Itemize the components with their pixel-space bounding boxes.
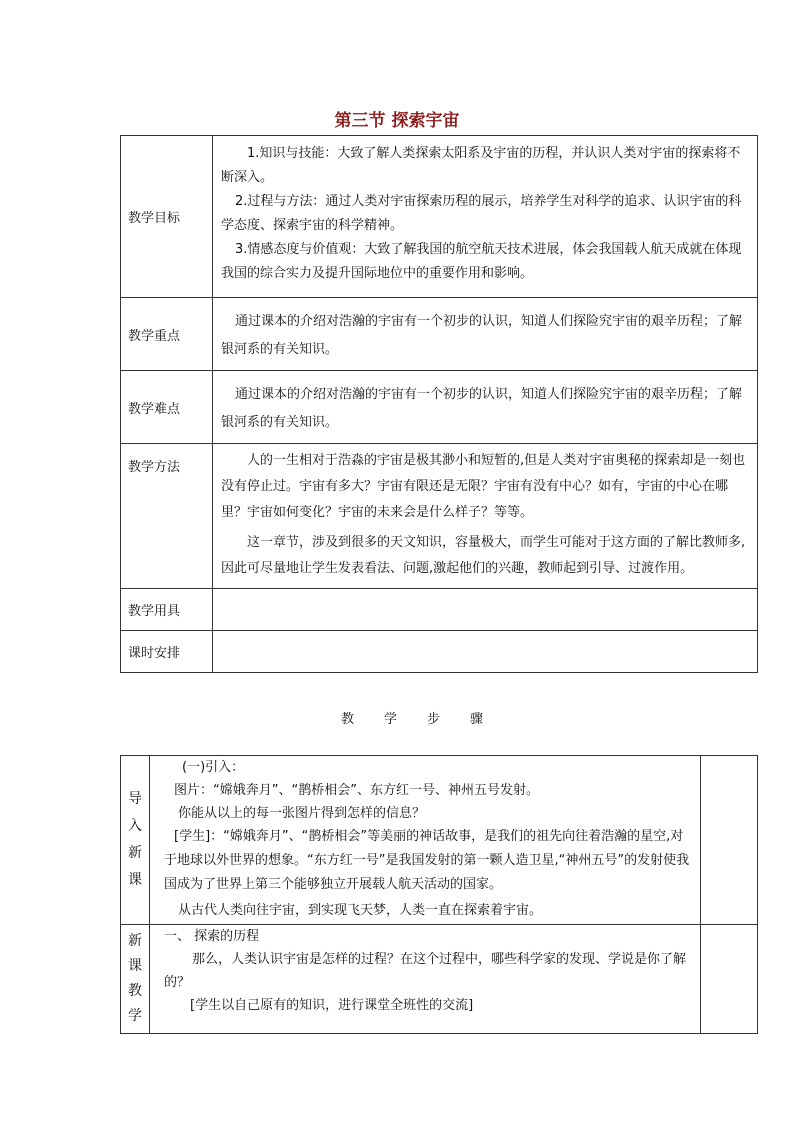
difficulty-label: 教学难点 — [121, 371, 213, 444]
intro-notes-cell — [701, 756, 758, 925]
key-points-cell — [213, 298, 758, 371]
document-title: 第三节 探索宇宙 — [334, 111, 460, 131]
objectives-cell — [213, 136, 758, 298]
objective-2: 2.过程与方法：通过人类对宇宙探索历程的展示，培养学生对科学的追求、认识宇宙的科学态度、探索宇宙的科学精神。 — [221, 194, 742, 233]
method-cell — [213, 444, 758, 589]
tools-label: 教学用具 — [121, 589, 213, 631]
new-lesson-line-3: [学生以自己原有的知识，进行课堂全班性的交流] — [190, 998, 474, 1013]
method-label: 教学方法 — [121, 444, 213, 589]
difficulty-cell — [213, 371, 758, 444]
schedule-label: 课时安排 — [121, 631, 213, 673]
objective-3: 3.情感态度与价值观：大致了解我国的航空航天技术进展，体会我国载人航天成就在体现我国的综合实力及提升国际地位中的重要作用和影响。 — [221, 242, 742, 281]
intro-cell — [150, 756, 701, 925]
intro-line-3: 你能从以上的每一张图片得到怎样的信息？ — [178, 806, 426, 821]
tools-cell — [213, 589, 758, 631]
new-lesson-line-2: 那么，人类认识宇宙是怎样的过程？在这个过程中，哪些科学家的发现、学说是你了解的？ — [164, 952, 687, 990]
method-paragraph-1: 人的一生相对于浩淼的宇宙是极其渺小和短暂的,但是人类对宇宙奥秘的探索却是一刻也没有停止过。宇宙有多大？宇宙有限还是无限？宇宙有没有中心？如有，宇宙的中心在哪里？宇宙如何变化？宇宙的未来会是什么样子？等等。 — [221, 453, 746, 520]
intro-line-4: [学生]：“嫦娥奔月”、“鹊桥相会”等美丽的神话故事，是我们的祖先向往着浩瀚的星空,对于地球以外世界的想象。“东方红一号”是我国发射的第一颗人造卫星,“神州五号”的发射使我国成为了世界上第三个能够独立开展载人航天活动的国家。 — [164, 829, 690, 892]
intro-line-1: (一)引入： — [182, 760, 245, 775]
new-lesson-notes-cell — [701, 925, 758, 1034]
intro-line-2: 图片：“嫦娥奔月”、“鹊桥相会”、东方红一号、神州五号发射。 — [174, 783, 539, 798]
objectives-label: 教学目标 — [121, 136, 213, 298]
intro-line-5: 从古代人类向往宇宙，到实现飞天梦，人类一直在探索着宇宙。 — [178, 903, 543, 918]
objective-1: 1.知识与技能：大致了解人类探索太阳系及宇宙的历程，并认识人类对宇宙的探索将不断深入。 — [221, 146, 741, 185]
difficulty-text: 通过课本的介绍对浩瀚的宇宙有一个初步的认识，知道人们探险究宇宙的艰辛历程；了解银河系的有关知识。 — [221, 387, 743, 430]
key-points-label: 教学重点 — [121, 298, 213, 371]
new-lesson-label: 新课教学 — [121, 925, 150, 1034]
intro-label: 导入新课 — [121, 756, 150, 925]
schedule-cell — [213, 631, 758, 673]
teaching-steps-heading: 教学步骤 — [340, 712, 513, 727]
new-lesson-cell — [150, 925, 701, 1034]
lesson-info-table — [120, 135, 758, 673]
method-paragraph-2: 这一章节，涉及到很多的天文知识，容量极大，而学生可能对于这方面的了解比教师多,因此可尽量地让学生发表看法、问题,激起他们的兴趣，教师起到引导、过渡作用。 — [221, 535, 746, 576]
teaching-steps-table — [120, 755, 758, 1034]
new-lesson-line-1: 一、 探索的历程 — [164, 929, 260, 944]
key-points-text: 通过课本的介绍对浩瀚的宇宙有一个初步的认识，知道人们探险究宇宙的艰辛历程；了解银河系的有关知识。 — [221, 314, 743, 357]
